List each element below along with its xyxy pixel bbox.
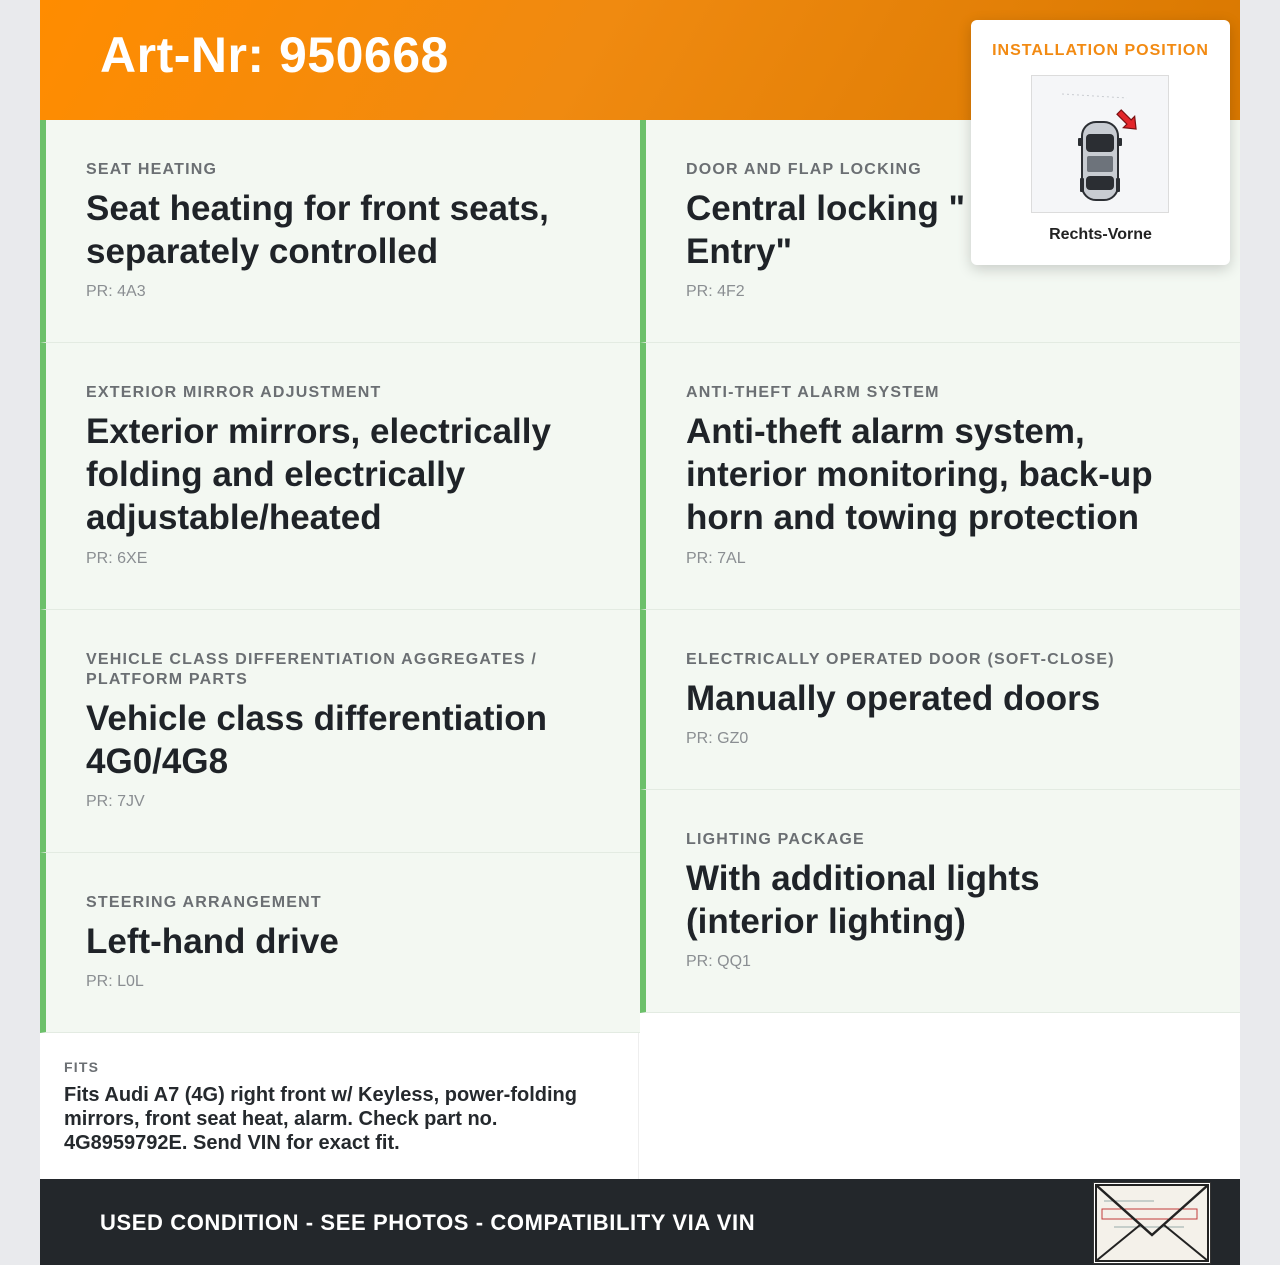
- feature-pr-code: PR: QQ1: [686, 953, 751, 970]
- feature-seat-heating: [40, 120, 640, 343]
- fits-section: [40, 1033, 639, 1179]
- installation-position-value: Rechts-Vorne: [1049, 226, 1152, 243]
- feature-title: Vehicle class differentiation 4G0/4G8: [86, 699, 547, 781]
- feature-category: DOOR AND FLAP LOCKING: [686, 161, 922, 178]
- feature-category: ANTI-THEFT ALARM SYSTEM: [686, 384, 940, 401]
- feature-anti-theft: [640, 343, 1240, 610]
- feature-title: Anti-theft alarm system, interior monitoring, back-up horn and towing protection: [686, 412, 1153, 537]
- feature-soft-close-door: [640, 610, 1240, 790]
- feature-category: LIGHTING PACKAGE: [686, 831, 865, 848]
- feature-category: STEERING ARRANGEMENT: [86, 894, 322, 911]
- footer-condition-text: USED CONDITION - SEE PHOTOS - COMPATIBILITY VIA VIN: [100, 1210, 756, 1235]
- feature-pr-code: PR: 4F2: [686, 283, 745, 300]
- feature-title: Seat heating for front seats, separately controlled: [86, 189, 549, 271]
- envelope-stamp-icon: [1093, 1182, 1211, 1264]
- feature-pr-code: PR: 7AL: [686, 550, 746, 567]
- feature-category: ELECTRICALLY OPERATED DOOR (SOFT-CLOSE): [686, 651, 1115, 668]
- article-number-title: Art-Nr: 950668: [100, 27, 449, 83]
- fits-label: FITS: [64, 1059, 100, 1075]
- feature-steering: [40, 853, 640, 1033]
- feature-title: Exterior mirrors, electrically folding and electrically adjustable/heated: [86, 412, 551, 537]
- feature-title: Central locking " Entry": [686, 189, 966, 271]
- feature-title: With additional lights (interior lighting): [686, 859, 1040, 941]
- fits-description: Fits Audi A7 (4G) right front w/ Keyless, power-folding mirrors, front seat heat, alarm. Check part no. 4G8959792E. Send VIN for exact fit.: [64, 1084, 577, 1154]
- feature-title: Left-hand drive: [86, 922, 339, 961]
- feature-pr-code: PR: GZ0: [686, 730, 749, 747]
- footer-bar: [40, 1179, 1240, 1265]
- feature-title: Manually operated doors: [686, 679, 1101, 718]
- feature-pr-code: PR: 6XE: [86, 550, 148, 567]
- feature-pr-code: PR: 4A3: [86, 283, 146, 300]
- feature-pr-code: PR: L0L: [86, 973, 144, 990]
- feature-exterior-mirror: [40, 343, 640, 610]
- feature-category: SEAT HEATING: [86, 161, 218, 178]
- product-sheet: [40, 0, 1240, 1265]
- installation-position-card: [971, 20, 1230, 265]
- feature-pr-code: PR: 7JV: [86, 793, 145, 810]
- feature-category: VEHICLE CLASS DIFFERENTIATION AGGREGATES / PLATFORM PARTS: [86, 651, 538, 688]
- feature-vehicle-class: [40, 610, 640, 853]
- feature-lighting-package: [640, 790, 1240, 1013]
- installation-position-label: INSTALLATION POSITION: [992, 42, 1209, 59]
- feature-category: EXTERIOR MIRROR ADJUSTMENT: [86, 384, 382, 401]
- car-top-view-icon: [1031, 75, 1169, 213]
